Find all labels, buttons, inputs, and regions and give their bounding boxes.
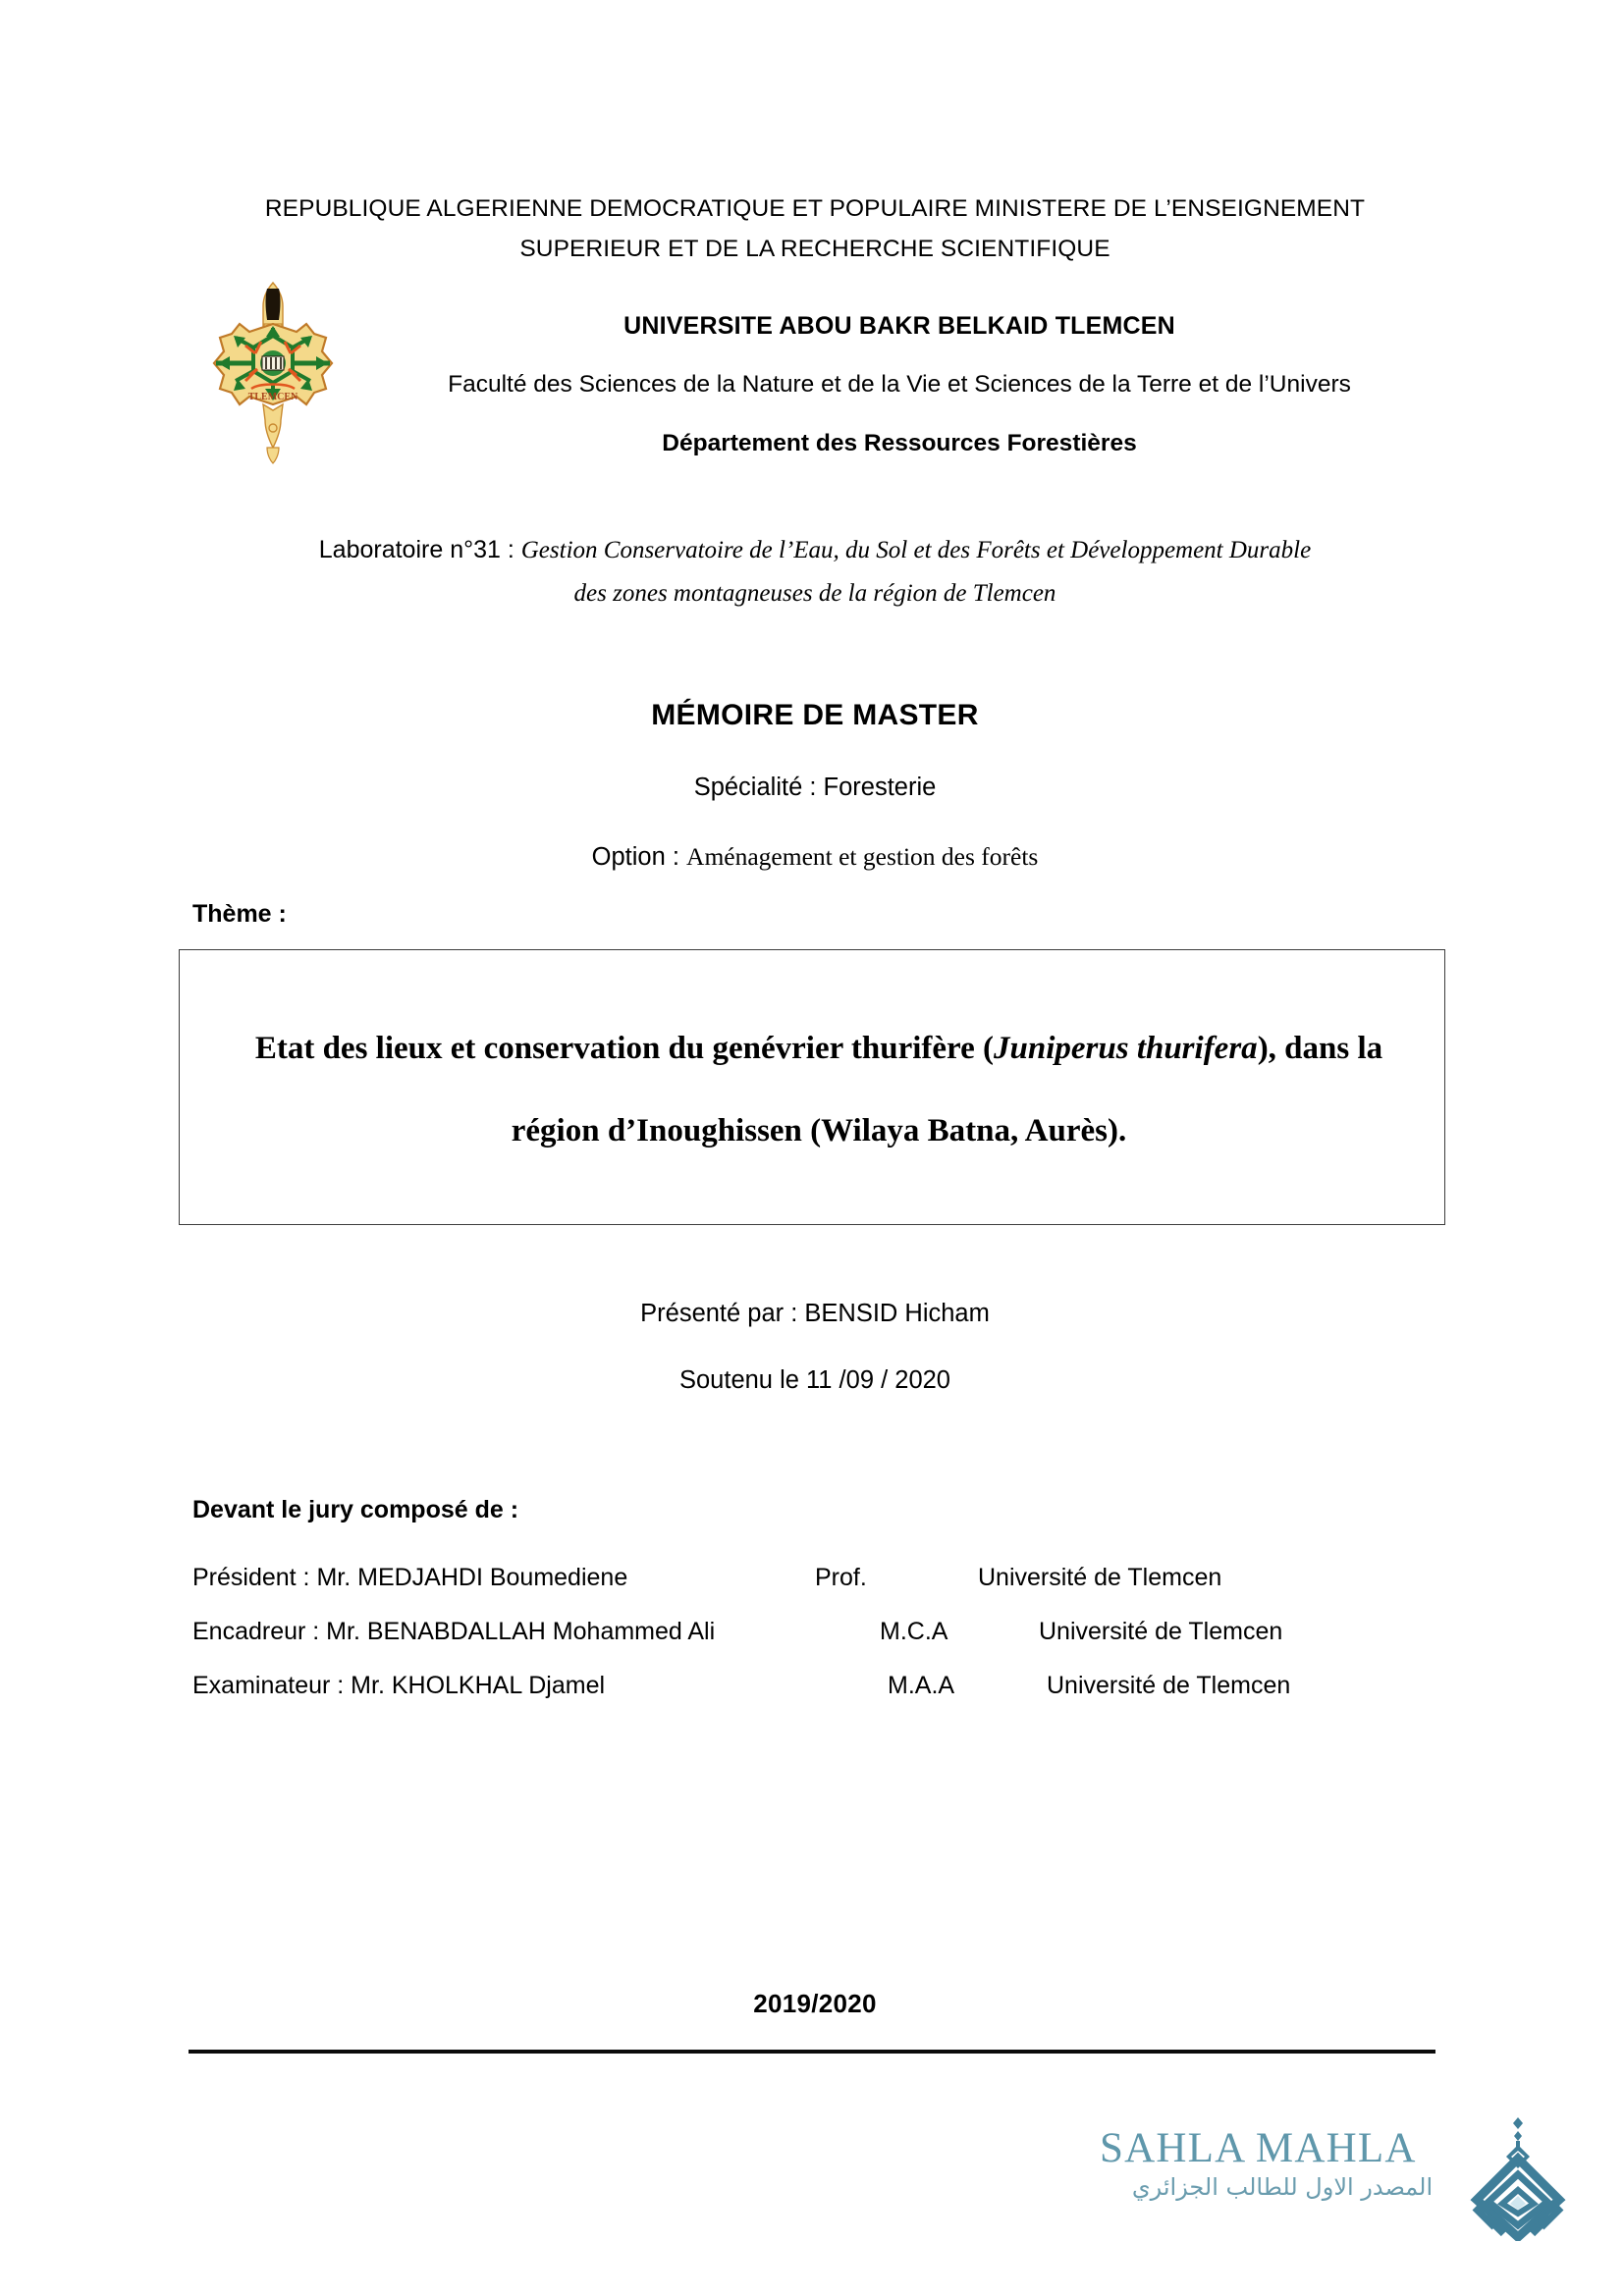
presented-by-line: Présenté par : BENSID Hicham: [640, 1300, 990, 1327]
sahla-mahla-diamond-mark-icon: [1465, 2113, 1571, 2241]
theme-box: [179, 949, 1445, 1225]
memoire-heading: MÉMOIRE DE MASTER: [651, 699, 979, 731]
option-value: Aménagement et gestion des forêts: [686, 842, 1039, 871]
jury-member-university: Université de Tlemcen: [1047, 1672, 1291, 1699]
jury-member-grade: M.A.A: [888, 1672, 955, 1699]
option-line: [187, 842, 1443, 872]
university-seal-logo: [194, 281, 352, 467]
jury-member-university: Université de Tlemcen: [978, 1564, 1222, 1591]
thesis-title: [239, 1007, 1399, 1172]
jury-member-role-name: Encadreur : Mr. BENABDALLAH Mohammed Ali: [192, 1618, 716, 1645]
academic-year: 2019/2020: [753, 1989, 877, 2018]
jury-member-row: [192, 1564, 1439, 1618]
ministry-line-2: SUPERIEUR ET DE LA RECHERCHE SCIENTIFIQUE: [519, 236, 1110, 262]
sahla-mahla-watermark: [1100, 2115, 1571, 2243]
jury-member-grade: Prof.: [815, 1564, 867, 1591]
species-name-epithet: thurifera: [1136, 1031, 1258, 1066]
jury-member-university: Université de Tlemcen: [1039, 1618, 1283, 1645]
footer-divider: [189, 2050, 1435, 2054]
university-name: UNIVERSITE ABOU BAKR BELKAID TLEMCEN: [623, 312, 1175, 340]
jury-member-role-name: Examinateur : Mr. KHOLKHAL Djamel: [192, 1672, 606, 1699]
jury-list: [192, 1564, 1439, 1726]
species-name-genus: Juniperus: [994, 1031, 1129, 1066]
option-label: Option :: [591, 843, 687, 871]
watermark-arabic-tagline: المصدر الاول للطالب الجزائري: [1131, 2173, 1434, 2201]
watermark-brand-text: SAHLA MAHLA: [1100, 2125, 1417, 2171]
faculty-name: Faculté des Sciences de la Nature et de la Vie et Sciences de la Terre et de l’Univers: [448, 371, 1351, 398]
laboratory-lead: Laboratoire n°31 :: [318, 536, 521, 563]
svg-text:TLEMCEN: TLEMCEN: [247, 392, 298, 402]
laboratory-title-line-2: des zones montagneuses de la région de Tlemcen: [573, 580, 1056, 607]
laboratory-block: [187, 528, 1443, 615]
ministry-header: [187, 188, 1443, 269]
thesis-title-part-1: Etat des lieux et conservation du genévrier thurifère (: [254, 1031, 994, 1066]
laboratory-line-1: [187, 528, 1443, 572]
jury-member-grade: M.C.A: [880, 1618, 948, 1645]
defense-date-line: Soutenu le 11 /09 / 2020: [678, 1366, 950, 1394]
jury-member-row: [192, 1618, 1439, 1672]
ministry-line-1: REPUBLIQUE ALGERIENNE DEMOCRATIQUE ET POPULAIRE MINISTERE DE L’ENSEIGNEMENT: [264, 195, 1366, 222]
institution-header: [353, 312, 1445, 457]
specialite-line: Spécialité : Foresterie: [693, 774, 937, 801]
jury-heading: Devant le jury composé de :: [192, 1496, 519, 1523]
theme-label: Thème :: [192, 900, 287, 928]
jury-member-role-name: Président : Mr. MEDJAHDI Boumediene: [192, 1564, 628, 1591]
department-name: Département des Ressources Forestières: [662, 430, 1137, 456]
laboratory-title-line-1: Gestion Conservatoire de l’Eau, du Sol et des Forêts et Développement Durable: [520, 537, 1312, 563]
thesis-title-part-2: ), dans la région d’Inoughissen (Wilaya Batna, Aurès).: [511, 1031, 1383, 1148]
jury-member-row: [192, 1672, 1439, 1726]
